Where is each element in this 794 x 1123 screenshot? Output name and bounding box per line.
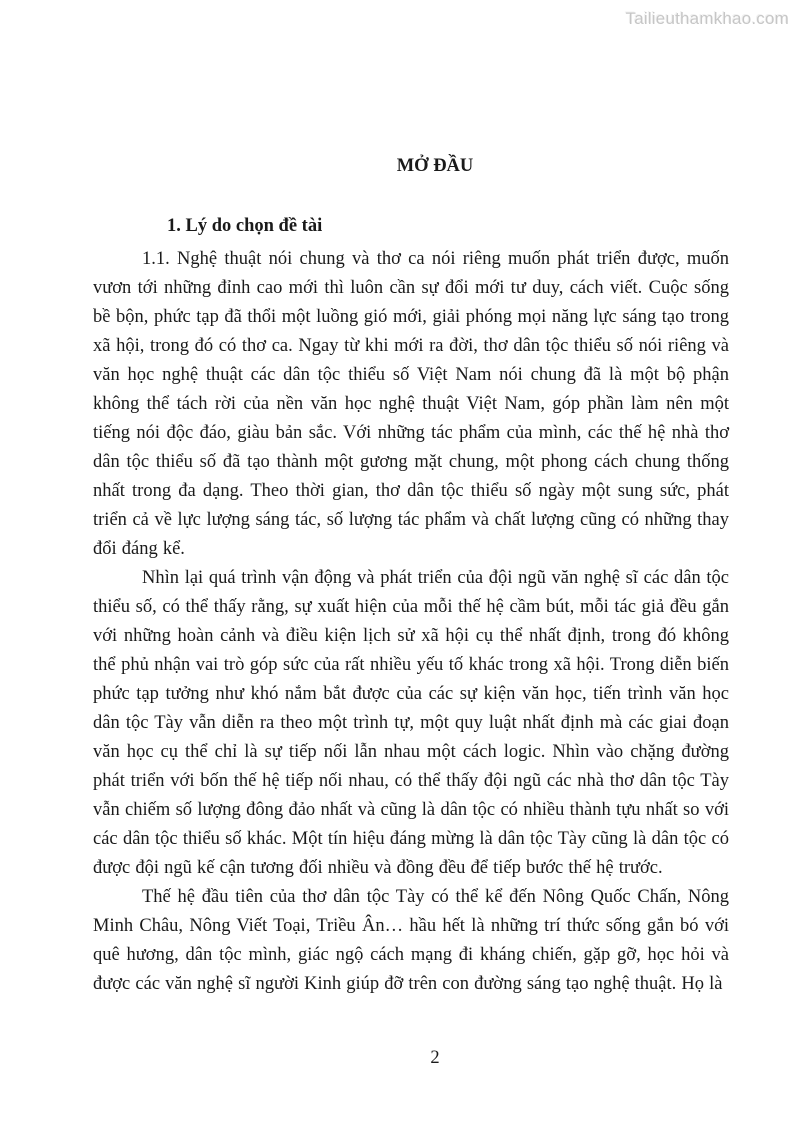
paragraph-1: 1.1. Nghệ thuật nói chung và thơ ca nói riêng muốn phát triển được, muốn vươn tới những đỉnh cao mới thì luôn cần sự đổi mới tư duy, cách viết. Cuộc sống bề bộn, phức tạp đã thổi một luồng gió mới, giải phóng mọi năng lực sáng tạo trong xã hội, trong đó có thơ ca. Ngay từ khi mới ra đời, thơ dân tộc thiểu số nói riêng và văn học nghệ thuật các dân tộc thiểu số Việt Nam nói chung đã là một bộ phận không thể tách rời của nền văn học nghệ thuật Việt Nam, góp phần làm nên một tiếng nói độc đáo, giàu bản sắc. Với những tác phẩm của mình, các thế hệ nhà thơ dân tộc thiểu số đã tạo thành một gương mặt chung, một phong cách chung thống nhất trong đa dạng. Theo thời gian, thơ dân tộc thiểu số ngày một sung sức, phát triển cả về lực lượng sáng tác, số lượng tác phẩm và chất lượng cũng có những thay đổi đáng kể. — [93, 249, 729, 559]
paragraph-2: Nhìn lại quá trình vận động và phát triển của đội ngũ văn nghệ sĩ các dân tộc thiểu số, có thể thấy rằng, sự xuất hiện của mỗi thế hệ cầm bút, mỗi tác giả đều gắn với những hoàn cảnh và điều kiện lịch sử xã hội cụ thể nhất định, trong đó không thể phủ nhận vai trò góp sức của rất nhiều yếu tố khác trong xã hội. Trong diễn biến phức tạp tưởng như khó nắm bắt được của các sự kiện văn học, tiến trình văn học dân tộc Tày vẫn diễn ra theo một trình tự, một quy luật nhất định mà các giai đoạn văn học cụ thể chỉ là sự tiếp nối lẫn nhau một cách logic. Nhìn vào chặng đường phát triển với bốn thế hệ tiếp nối nhau, có thể thấy đội ngũ các nhà thơ dân tộc Tày vẫn chiếm số lượng đông đảo nhất và cũng là dân tộc có nhiều thành tựu nhất so với các dân tộc thiểu số khác. Một tín hiệu đáng mừng là dân tộc Tày cũng là dân tộc có được đội ngũ kế cận tương đối nhiều và đồng đều để tiếp bước thế hệ trước. — [93, 568, 729, 878]
page-body — [93, 152, 729, 999]
site-watermark: Tailieuthamkhao.com — [625, 9, 789, 28]
paragraph-3: Thế hệ đầu tiên của thơ dân tộc Tày có thể kể đến Nông Quốc Chấn, Nông Minh Châu, Nông Viết Toại, Triều Ân… hầu hết là những trí thức sống gắn bó với quê hương, dân tộc mình, giác ngộ cách mạng đi kháng chiến, gặp gỡ, học hỏi và được các văn nghệ sĩ người Kinh giúp đỡ trên con đường sáng tạo nghệ thuật. Họ là — [93, 887, 729, 994]
page-title: MỞ ĐẦU — [396, 156, 474, 176]
page-number: 2 — [430, 1048, 440, 1068]
section-heading: 1. Lý do chọn đề tài — [167, 216, 323, 236]
